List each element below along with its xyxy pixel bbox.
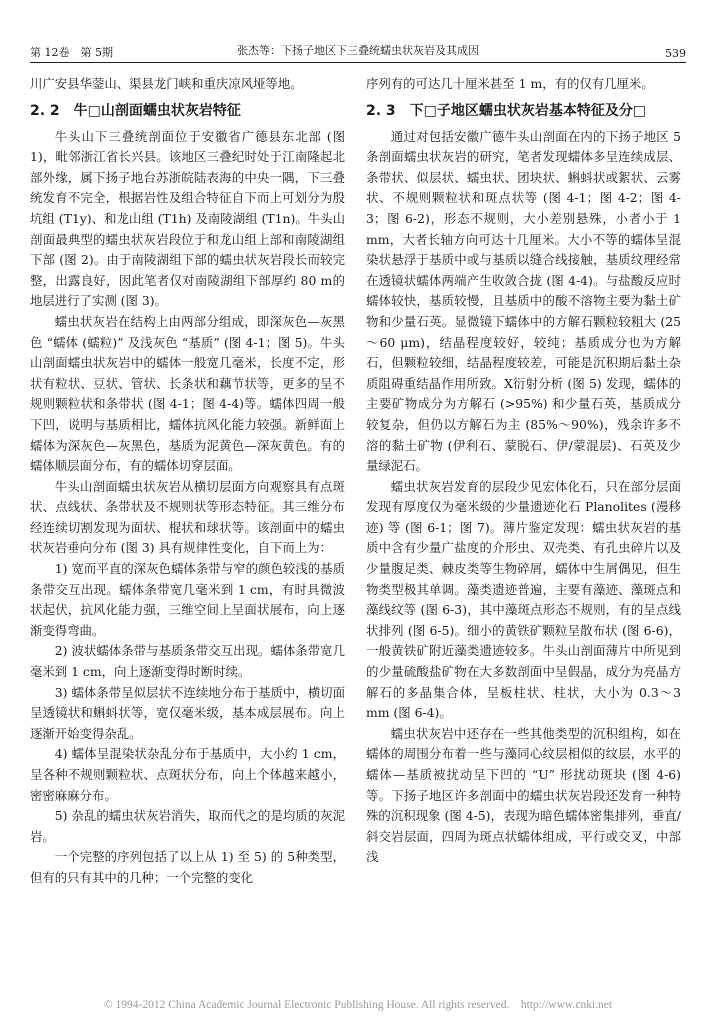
paragraph: 牛头山下三叠统剖面位于安徽省广德县东北部 (图 1)，毗邻浙江省长兴县。该地区三叠纪时处于江南隆起北部外缘，属下扬子地台苏浙皖陆表海的中央一隅，下三叠统发育不完全，根据岩性及组合特征自下而上可划分为殷坑组 (T1y)、和龙山组 (T1h) 及南陵湖组 (T1n)。牛头山剖面最典型的蠕虫状灰岩段位于和龙山组上部和南陵湖组下部 (图 2)。由于南陵湖组下部的蠕虫状灰岩段长而较完整，出露良好，因此笔者仅对南陵湖组下部厚约 80 m的地层进行了实测 (图 3)。 <box>30 128 345 309</box>
header-rule <box>30 62 686 63</box>
paragraph: 一个完整的序列包括了以上从 1) 至 5) 的 5种类型，但有的只有其中的几种；一个完整的变化 <box>30 849 345 885</box>
paragraph: 序列有的可达几十厘米甚至 1 m，有的仅有几厘米。 <box>366 76 654 91</box>
list-item: 3) 蠕体条带呈似层状不连续地分布于基质中，横切面呈透镜状和蝌蚪状等，宽仅毫米级，基本成层展布。向上逐渐开始变得杂乱。 <box>30 684 345 741</box>
list-item: 4) 蠕体呈混染状杂乱分布于基质中，大小约 1 cm，呈各种不规则颗粒状、点斑状分布，向上个体越来越小，密密麻麻分布。 <box>30 746 345 803</box>
right-column <box>366 74 681 868</box>
paragraph: 牛头山剖面蠕虫状灰岩从横切层面方向观察具有点斑状、点线状、条带状及不规则状等形态特征。其三维分布经连续切割发现为面状、棍状和球状等。该剖面中的蠕虫状灰岩垂向分布 (图 3) 具有规律性变化，自下而上为： <box>30 478 345 556</box>
list-item: 1) 宽而平直的深灰色蠕体条带与窄的颜色较浅的基质条带交互出现。蠕体条带宽几毫米到 1 cm，有时具微波状起伏，抗风化能力强，三维空间上呈面状展布，向上逐渐变得弯曲。 <box>30 561 345 638</box>
section-heading-2-2: 2. 2 牛□山剖面蠕虫状灰岩特征 <box>30 102 241 119</box>
copyright-footer: © 1994-2012 China Academic Journal Electronic Publishing House. All rights reserved. http://www.cnki.net <box>103 999 613 1011</box>
paragraph: 川广安县华蓥山、渠县龙门峡和重庆凉风垭等地。 <box>30 76 303 91</box>
list-item: 5) 杂乱的蠕虫状灰岩消失，取而代之的是均质的灰泥岩。 <box>30 808 345 844</box>
paragraph: 通过对包括安徽广德牛头山剖面在内的下扬子地区 5条剖面蠕虫状灰岩的研究，笔者发现蠕体多呈连续成层、条带状、似层状、蠕虫状、团块状、蝌蚪状或絮状、云雾状、不规则颗粒状和斑点状等 (图 4-1；图 4-2；图 4-3；图 6-2)，形态不规则，大小差别悬殊，小者小于 1 mm，大者长轴方向可达十几厘米。大小不等的蠕体呈混染状悬浮于基质中或与基质以缝合线接触，基质纹理经常在透镜状蠕体两端产生收敛合拢 (图 4-4)。与盐酸反应时蠕体较快，基质较慢，且基质中的酸不溶物主要为黏土矿物和少量石英。显微镜下蠕体中的方解石颗粒较粗大 (25～60 μm)，结晶程度较好，较纯；基质成分也为方解石，但颗粒较细，结晶程度较差，可能是沉积期后黏土杂质阻碍重结晶作用所致。X衍射分析 (图 5) 发现，蠕体的主要矿物成分为方解石 (>95%) 和少量石英，基质成分较复杂，但仍以方解石为主 (85%～90%)，残余许多不溶的黏土矿物 (伊利石、蒙脱石、伊/蒙混层)、石英及少量绿泥石。 <box>366 128 681 474</box>
paragraph: 蠕虫状灰岩中还存在一些其他类型的沉积组构，如在蠕体的周围分布着一些与藻同心纹层相似的纹层，水平的蠕体—基质被扰动呈下凹的 “U” 形扰动斑块 (图 4-6) 等。下扬子地区许多剖面中的蠕虫状灰岩段还发育一种特殊的沉积现象 (图 4-5)，表现为暗色蠕体密集排列，垂直/斜交岩层面，四周为斑点状蠕体组成，平行或交叉，中部浅 <box>366 725 681 865</box>
paragraph: 蠕虫状灰岩发育的层段少见宏体化石，只在部分层面发现有厚度仅为毫米级的少量遗迹化石 Planolites (漫移迹) 等 (图 6-1；图 7)。薄片鉴定发现：蠕虫状灰岩的基质中含有少量广盐度的介形虫、双壳类、有孔虫碎片以及少量腹足类、棘皮类等生物碎屑，蠕体中生屑偶见，但生物类型极其单调。藻类遗迹普遍，主要有藻迹、藻斑点和藻线纹等 (图 6-3)，其中藻斑点形态不规则，有的呈点线状排列 (图 6-5)。细小的黄铁矿颗粒呈散布状 (图 6-6)，一般黄铁矿附近藻类遗迹较多。牛头山剖面薄片中所见到的少量硫酸盐矿物在大多数剖面中呈假晶，成分为亮晶方解石的多晶集合体，呈板柱状、柱状，大小为 0.3～3 mm (图 6-4)。 <box>366 478 681 721</box>
left-column <box>30 74 345 889</box>
paragraph: 蠕虫状灰岩在结构上由两部分组成，即深灰色—灰黑色 “蠕体 (蠕粒)” 及浅灰色 “基质” (图 4-1；图 5)。牛头山剖面蠕虫状灰岩中的蠕体一般宽几毫米，长度不定，形状有粒状、豆状、管状、长条状和藕节状等，更多的呈不规则颗粒状和条带状 (图 4-1；图 4-4)等。蠕体四周一般下凹，说明与基质相比，蠕体抗风化能力较强。新鲜面上蠕体为深灰色—灰黑色，基质为泥黄色—深灰黄色。有的蠕体顺层面分布，有的蠕体切穿层面。 <box>30 313 345 474</box>
journal-volume-issue: 第 12卷 第 5期 <box>30 46 113 59</box>
page-number: 539 <box>665 47 686 60</box>
section-heading-2-3: 2. 3 下□子地区蠕虫状灰岩基本特征及分□ <box>366 102 647 119</box>
list-item: 2) 波状蠕体条带与基质条带交互出现。蠕体条带宽几毫米到 1 cm，向上逐渐变得时断时续。 <box>30 643 345 680</box>
running-title: 张杰等：下扬子地区下三叠统蠕虫状灰岩及其成因 <box>237 44 479 57</box>
page-header <box>30 40 686 60</box>
